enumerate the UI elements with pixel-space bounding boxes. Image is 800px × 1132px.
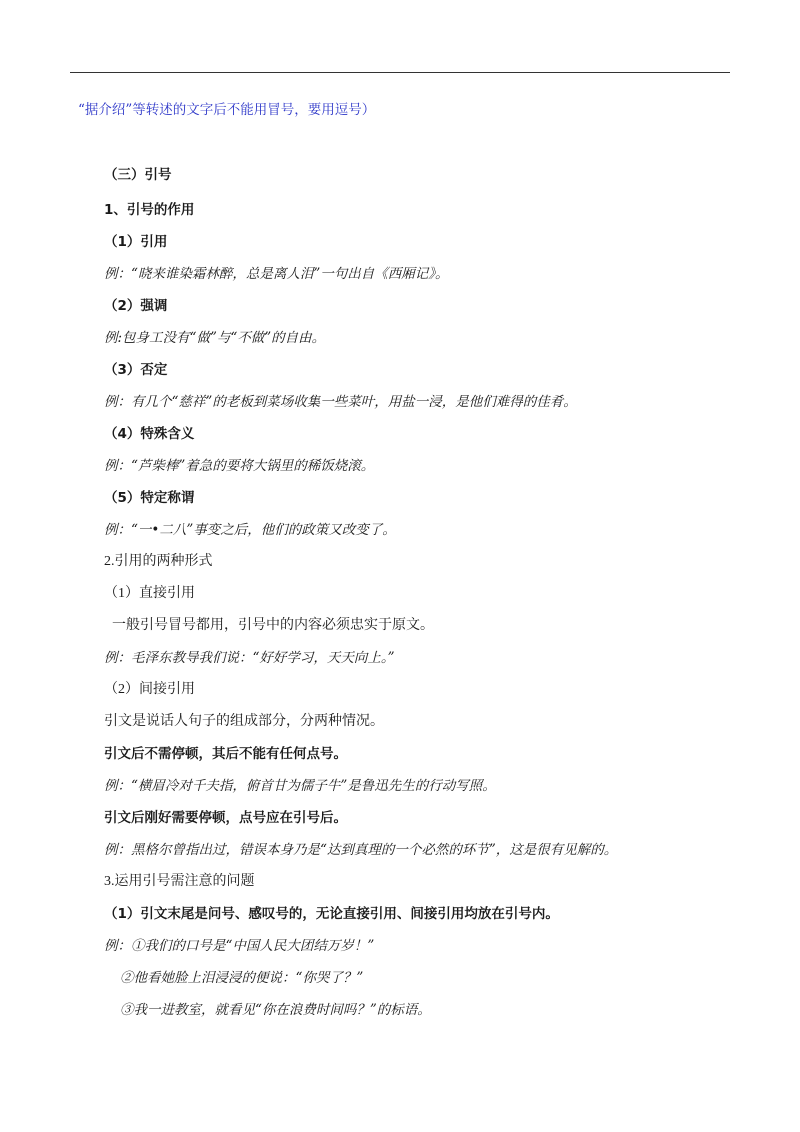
item-heading: （2）强调 [104,298,168,314]
item-heading: （2）间接引用 [104,682,195,697]
subsection-heading: 1、引号的作用 [104,202,195,218]
example-text: ②他看她脸上泪浸浸的便说：“你哭了？” [120,970,364,986]
body-text: 一般引号冒号都用，引号中的内容必须忠实于原文。 [112,618,434,633]
header-rule [70,72,730,73]
example-text: 例：“一•二八”事变之后，他们的政策又改变了。 [104,522,396,538]
example-text: 例：黑格尔曾指出过，错误本身乃是“达到真理的一个必然的环节”，这是很有见解的。 [104,842,618,858]
rule-text: 引文后刚好需要停顿，点号应在引号后。 [104,810,347,826]
subsection-heading: 3.运用引号需注意的问题 [104,874,255,889]
example-text: 例：有几个“慈祥”的老板到菜场收集一些菜叶，用盐一浸，是他们难得的佳肴。 [104,394,577,410]
example-text: 例：①我们的口号是“中国人民大团结万岁！” [104,938,375,954]
body-text: 引文是说话人句子的组成部分，分两种情况。 [104,714,384,729]
item-heading: （5）特定称谓 [104,490,195,506]
example-text: 例：“横眉冷对千夫指，俯首甘为儒子牛”是鲁迅先生的行动写照。 [104,778,496,794]
section-heading: （三）引号 [104,167,172,183]
example-text: 例：“晓来谁染霜林醉，总是离人泪”一句出自《西厢记》。 [104,266,449,282]
rule-text: （1）引文末尾是问号、感叹号的，无论直接引用、间接引用均放在引号内。 [104,906,559,922]
rule-text: 引文后不需停顿，其后不能有任何点号。 [104,746,347,762]
example-text: ③我一进教室，就看见“你在浪费时间吗？”的标语。 [120,1002,431,1018]
item-heading: （1）引用 [104,234,168,250]
item-heading: （4）特殊含义 [104,426,195,442]
example-text: 例：“芦柴棒”着急的要将大锅里的稀饭烧滚。 [104,458,375,474]
example-text: 例：毛泽东教导我们说：“好好学习，天天向上。” [104,650,395,666]
item-heading: （1）直接引用 [104,586,195,601]
item-heading: （3）否定 [104,362,168,378]
continuation-text: “据介绍”等转述的文字后不能用冒号，要用逗号） [78,102,376,118]
subsection-heading: 2.引用的两种形式 [104,554,213,569]
example-text: 例:包身工没有“做”与“不做”的自由。 [104,330,326,346]
